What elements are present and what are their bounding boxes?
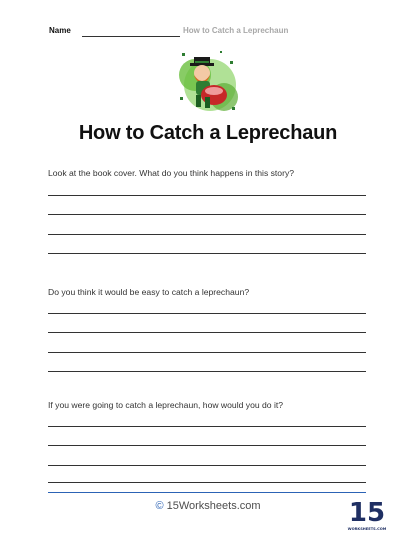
badge-text: WORKSHEETS.COM <box>347 527 387 531</box>
answer-line[interactable] <box>48 482 366 483</box>
answer-line[interactable] <box>48 465 366 466</box>
copyright-symbol: © <box>155 500 164 512</box>
leprechaun-illustration <box>172 45 242 123</box>
answer-line[interactable] <box>48 352 366 353</box>
answer-line[interactable] <box>48 313 366 314</box>
answer-line[interactable] <box>48 371 366 372</box>
page-title: How to Catch a Leprechaun <box>78 122 338 144</box>
header-worksheet-title: How to Catch a Leprechaun <box>183 26 289 35</box>
answer-line[interactable] <box>48 332 366 333</box>
answer-line[interactable] <box>48 426 366 427</box>
footer-site-link[interactable]: 15Worksheets.com <box>166 500 261 512</box>
answer-line[interactable] <box>48 214 366 215</box>
name-field-line[interactable] <box>82 36 180 37</box>
question-3: If you were going to catch a leprechaun, how would you do it? <box>48 400 284 410</box>
badge-number: 15 <box>348 498 386 528</box>
15worksheets-logo <box>347 494 387 534</box>
answer-line[interactable] <box>48 234 366 235</box>
answer-line[interactable] <box>48 253 366 254</box>
worksheet-header <box>49 24 369 40</box>
question-1: Look at the book cover. What do you think happens in this story? <box>48 168 295 178</box>
answer-line[interactable] <box>48 445 366 446</box>
question-2: Do you think it would be easy to catch a leprechaun? <box>48 287 250 297</box>
answer-line[interactable] <box>48 195 366 196</box>
footer-divider <box>48 492 366 493</box>
name-label: Name <box>49 26 71 35</box>
